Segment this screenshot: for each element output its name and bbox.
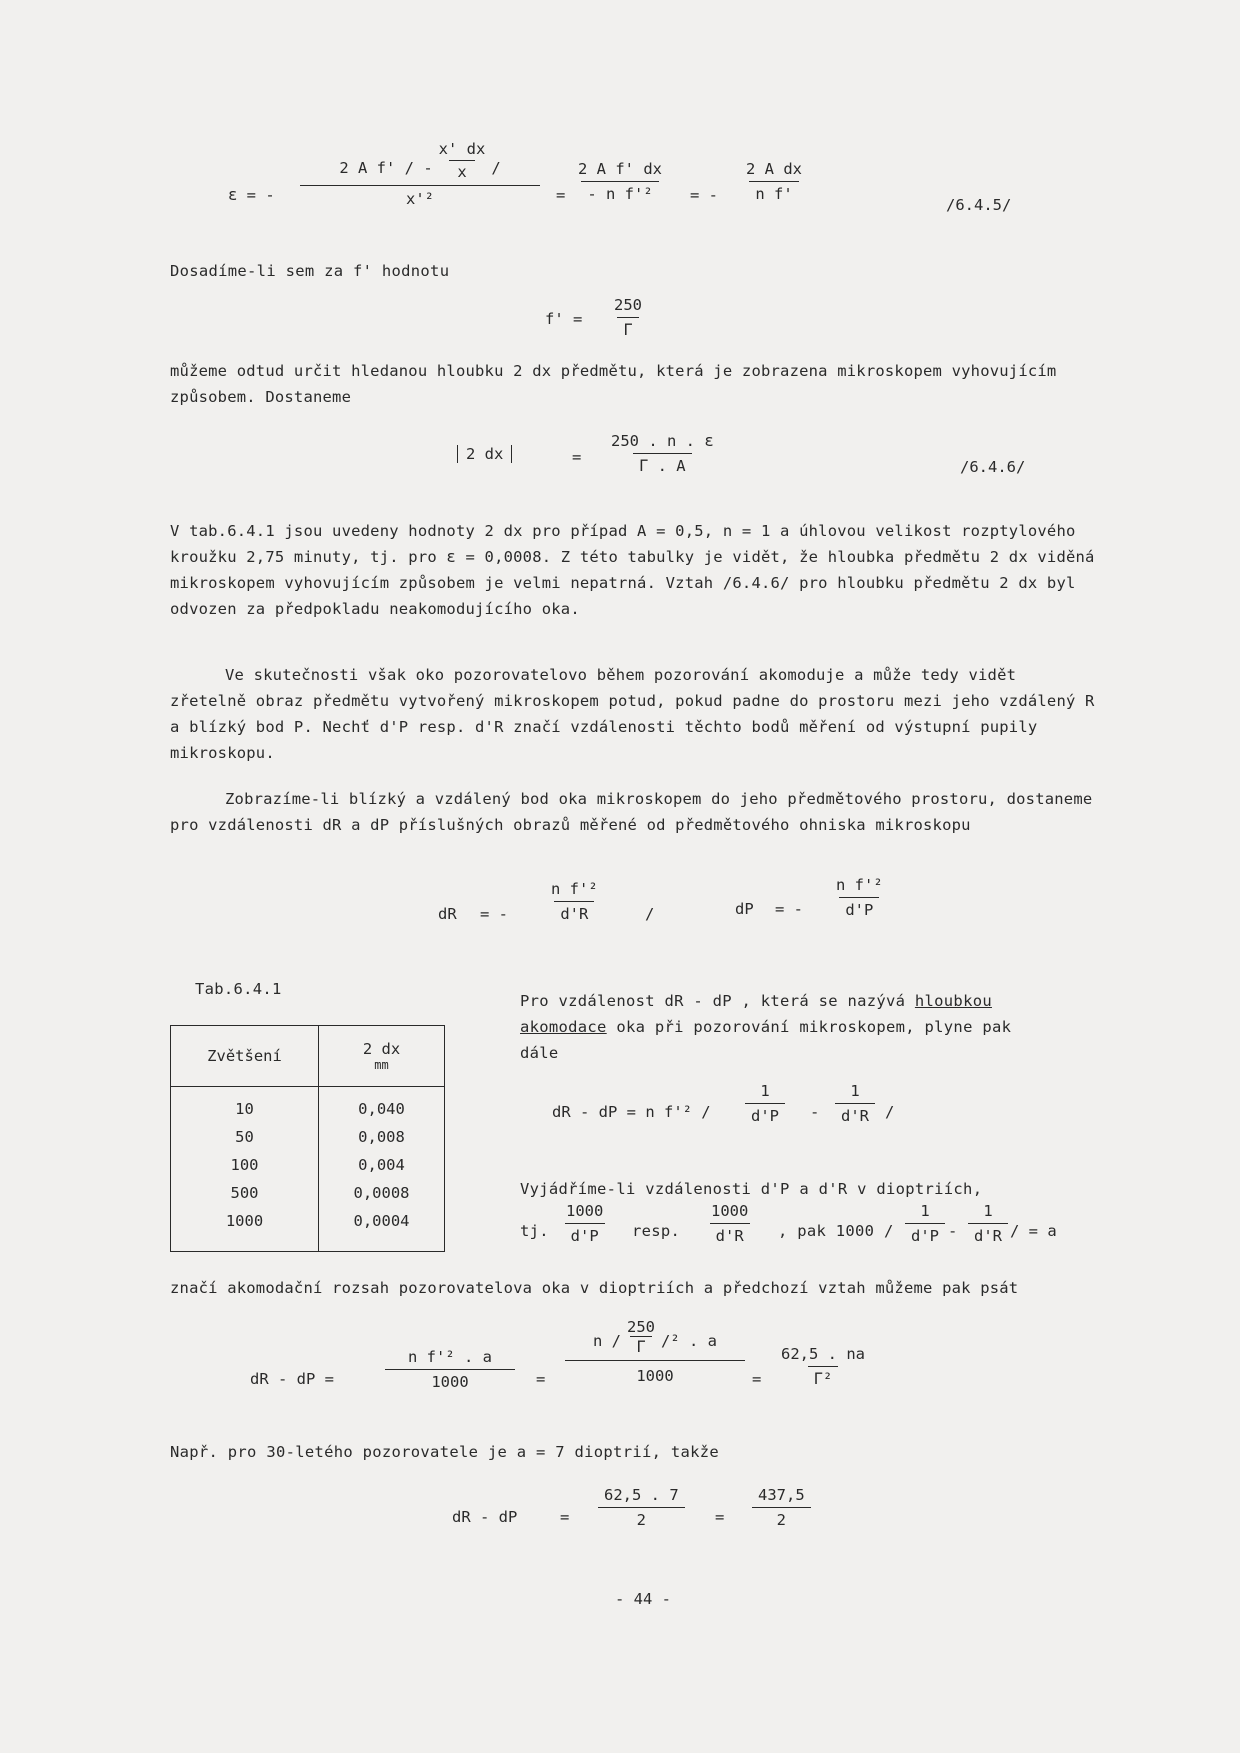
text7-resp: resp. bbox=[632, 1222, 681, 1240]
eq-diff-n1: 1 bbox=[760, 1082, 770, 1100]
text7-tj: tj. bbox=[520, 1222, 549, 1240]
table-cell: 0,0004 bbox=[353, 1212, 410, 1230]
table-header-row bbox=[171, 1026, 445, 1087]
eq-diff-d2: d'R bbox=[835, 1103, 875, 1125]
eq-diff-d1: d'P bbox=[745, 1103, 785, 1125]
table-col-zoom bbox=[171, 1087, 319, 1252]
eq7-frac3 bbox=[905, 1202, 945, 1245]
table-cell: 10 bbox=[235, 1100, 254, 1118]
eq-646-label: /6.4.6/ bbox=[960, 458, 1026, 476]
eq7-frac2 bbox=[705, 1202, 754, 1245]
eq-645-inner-right: / bbox=[491, 159, 501, 177]
eq-diff-n2: 1 bbox=[850, 1082, 860, 1100]
table-caption: Tab.6.4.1 bbox=[195, 980, 282, 998]
eq-f-num: 250 bbox=[614, 296, 642, 314]
eq-645-eq2: = - bbox=[690, 186, 718, 204]
eq-645-frac3 bbox=[740, 160, 808, 203]
eq-final-eq1: = bbox=[536, 1370, 546, 1388]
eq-d-denP: d'P bbox=[839, 897, 879, 919]
eq-diff-frac1 bbox=[745, 1082, 785, 1125]
eq-example-frac1 bbox=[598, 1486, 685, 1529]
eq7-n1: 1000 bbox=[566, 1202, 604, 1220]
eq-d-eqP: = - bbox=[775, 900, 803, 918]
eq-example-num1: 62,5 . 7 bbox=[604, 1486, 679, 1504]
eq-final-den1: 1000 bbox=[385, 1369, 515, 1391]
table-cell: 0,004 bbox=[358, 1156, 405, 1174]
eq7-n3: 1 bbox=[920, 1202, 930, 1220]
eq-example-num2: 437,5 bbox=[758, 1486, 805, 1504]
eq-d-fracR bbox=[545, 880, 604, 923]
eq-example-eq1: = bbox=[560, 1508, 570, 1526]
table-row bbox=[171, 1087, 445, 1252]
eq-f-den: Γ bbox=[617, 317, 638, 339]
eq-645-inner-num: x' dx bbox=[438, 140, 486, 158]
eq-645-label: /6.4.5/ bbox=[946, 196, 1012, 214]
eq-645-den1: x'² bbox=[300, 185, 540, 208]
term-hloubkou: hloubkou bbox=[914, 992, 992, 1010]
eq7-d3: d'P bbox=[905, 1223, 945, 1245]
eq-f-lhs: f' = bbox=[545, 310, 583, 328]
eq-final-num3: 62,5 . na bbox=[781, 1345, 865, 1363]
table-cell: 50 bbox=[235, 1128, 254, 1146]
term-akomodace: akomodace bbox=[520, 1018, 607, 1036]
table-header-zoom: Zvětšení bbox=[171, 1026, 319, 1087]
eq-example-frac2 bbox=[752, 1486, 811, 1529]
table-header-depth-line1: 2 dx bbox=[362, 1040, 401, 1058]
eq-d-fracP bbox=[830, 876, 889, 919]
eq-646-num: 250 . n . ε bbox=[611, 432, 714, 450]
eq7-d2: d'R bbox=[710, 1223, 750, 1245]
eq-645-inner-left: 2 A f' / - bbox=[339, 159, 433, 177]
eq-final-frac3 bbox=[775, 1345, 871, 1388]
table-cell: 1000 bbox=[225, 1212, 264, 1230]
table-cell: 0,040 bbox=[358, 1100, 405, 1118]
table-cell: 0,0008 bbox=[353, 1184, 410, 1202]
eq7-n2: 1000 bbox=[711, 1202, 749, 1220]
text6-part-c: dále bbox=[520, 1044, 559, 1062]
eq-645-lhs: ε = - bbox=[228, 186, 275, 204]
eq-645-num3: 2 A dx bbox=[746, 160, 802, 178]
eq-final-num2-fd: Γ bbox=[630, 1336, 651, 1356]
table-col-depth bbox=[319, 1087, 445, 1252]
eq-final-num1: n f'² . a bbox=[408, 1348, 492, 1366]
eq-d-dR: dR bbox=[438, 905, 457, 923]
text7-pak: , pak 1000 / bbox=[778, 1222, 894, 1240]
text6-part-b: oka při pozorování mikroskopem, plyne pak bbox=[606, 1018, 1012, 1036]
text6-part-a: Pro vzdálenost dR - dP , která se nazývá bbox=[520, 992, 915, 1010]
eq-645-frac1 bbox=[300, 140, 540, 208]
table-header-depth bbox=[319, 1026, 445, 1087]
page-number: - 44 - bbox=[615, 1590, 671, 1608]
eq-final-num2-fn: 250 bbox=[627, 1318, 655, 1336]
eq-final-lhs: dR - dP = bbox=[250, 1370, 334, 1388]
eq-final-num2-a: n / bbox=[593, 1332, 621, 1350]
paragraph-accommodation: Ve skutečnosti však oko pozorovatelovo během pozorování akomoduje a může tedy vidět zřetelně obraz předmětu vytvořený mikroskopem potud, pokud padne do prostoru mezi jeho vzdálený R a blízký bod P. Nechť d'P resp. d'R značí vzdálenosti těchto bodů měření od výstupní pupily mikroskopu. bbox=[170, 666, 1095, 762]
eq-646-frac bbox=[605, 432, 720, 475]
eq-diff-frac2 bbox=[835, 1082, 875, 1125]
eq-final-frac2 bbox=[565, 1318, 745, 1385]
text7-line1: Vyjádříme-li vzdálenosti d'P a d'R v dioptriích, bbox=[520, 1180, 983, 1198]
eq7-frac4 bbox=[968, 1202, 1008, 1245]
paragraph-imaging: Zobrazíme-li blízký a vzdálený bod oka mikroskopem do jeho předmětového prostoru, dostaneme pro vzdálenosti dR a dP příslušných obrazů měřené od předmětového ohniska mikroskopu bbox=[170, 790, 1093, 834]
eq7-end: / = a bbox=[1010, 1222, 1057, 1240]
eq-d-denR: d'R bbox=[554, 901, 594, 923]
eq-example-eq2: = bbox=[715, 1508, 725, 1526]
eq7-d1: d'P bbox=[565, 1223, 605, 1245]
table-cell: 100 bbox=[230, 1156, 259, 1174]
paragraph-depth: můžeme odtud určit hledanou hloubku 2 dx předmětu, která je zobrazena mikroskopem vyhovujícím způsobem. Dostaneme bbox=[170, 362, 1057, 406]
eq-645-frac2 bbox=[572, 160, 668, 203]
eq-645-eq1: = bbox=[556, 186, 566, 204]
eq-example-den2: 2 bbox=[752, 1507, 811, 1529]
table-header-depth-unit: mm bbox=[374, 1058, 389, 1072]
eq-f-frac bbox=[608, 296, 648, 339]
eq7-frac1 bbox=[560, 1202, 609, 1245]
eq-645-den3: n f' bbox=[749, 181, 798, 203]
eq-example-den1: 2 bbox=[598, 1507, 685, 1529]
eq-646-den: Γ . A bbox=[633, 453, 692, 475]
paragraph-range: značí akomodační rozsah pozorovatelova oka v dioptriích a předchozí vztah můžeme pak psát bbox=[170, 1279, 1019, 1297]
eq-645-den2: - n f'² bbox=[581, 181, 658, 203]
eq-646-lhs: 2 dx bbox=[457, 445, 512, 463]
text-example: Např. pro 30-letého pozorovatele je a = 7 dioptrií, takže bbox=[170, 1443, 720, 1461]
eq-diff-end: / bbox=[885, 1103, 895, 1121]
eq-example-lhs: dR - dP bbox=[452, 1508, 518, 1526]
eq-d-dP: dP bbox=[735, 900, 754, 918]
eq-diff-minus: - bbox=[810, 1103, 820, 1121]
eq-final-frac1 bbox=[385, 1348, 515, 1391]
text-substitute: Dosadíme-li sem za f' hodnotu bbox=[170, 262, 450, 280]
eq-d-sep: / bbox=[645, 905, 655, 923]
eq7-d4: d'R bbox=[968, 1223, 1008, 1245]
depth-table bbox=[170, 1025, 445, 1252]
paragraph-table-ref: V tab.6.4.1 jsou uvedeny hodnoty 2 dx pro případ A = 0,5, n = 1 a úhlovou velikost rozptylového kroužku 2,75 minuty, tj. pro ε = 0,0008. Z této tabulky je vidět, že hloubka předmětu 2 dx viděná mikroskopem vyhovujícím způsobem je velmi nepatrná. Vztah /6.4.6/ pro hloubku předmětu 2 dx byl odvozen za předpokladu neakomodujícího oka. bbox=[170, 522, 1095, 618]
table-cell: 500 bbox=[230, 1184, 259, 1202]
paragraph-accommodation-depth bbox=[520, 988, 1100, 1066]
eq-final-eq2: = bbox=[752, 1370, 762, 1388]
eq7-n4: 1 bbox=[983, 1202, 993, 1220]
eq-final-num2-b: /² . a bbox=[661, 1332, 717, 1350]
eq-d-numR: n f'² bbox=[551, 880, 598, 898]
eq-646-eq: = bbox=[572, 448, 582, 466]
eq-d-numP: n f'² bbox=[836, 876, 883, 894]
table-cell: 0,008 bbox=[358, 1128, 405, 1146]
eq-d-eqR: = - bbox=[480, 905, 508, 923]
eq7-minus: - bbox=[948, 1222, 958, 1240]
eq-final-den3: Γ² bbox=[808, 1366, 839, 1388]
eq-diff-lhs: dR - dP = n f'² / bbox=[552, 1103, 711, 1121]
eq-final-den2: 1000 bbox=[565, 1360, 745, 1385]
eq-645-inner-den: x bbox=[449, 160, 474, 181]
eq-645-num2: 2 A f' dx bbox=[578, 160, 662, 178]
